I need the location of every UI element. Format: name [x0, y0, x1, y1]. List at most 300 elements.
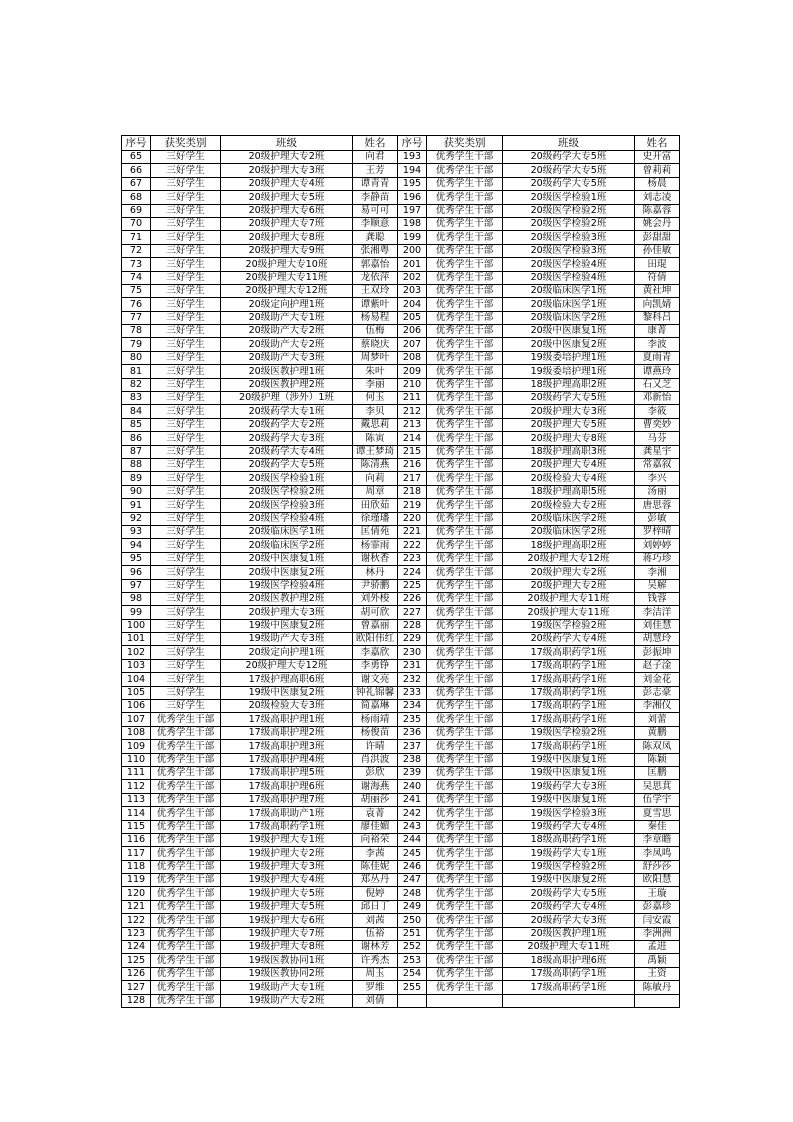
cell-name-right: 罗梓晴: [635, 525, 680, 538]
cell-no-right: 218: [398, 485, 427, 498]
table-row: [122, 753, 680, 766]
cell-class-left: 20级医学检验1班: [221, 472, 353, 485]
cell-class-right: 20级护理大专11班: [503, 592, 635, 605]
cell-class-right: 19级医学检验2班: [503, 860, 635, 873]
table-row: [122, 164, 680, 177]
cell-class-left: 19级护理大专4班: [221, 874, 353, 887]
cell-class-left: 17级高职护理7班: [221, 793, 353, 806]
cell-no-right: 225: [398, 579, 427, 592]
cell-award-right: 优秀学生干部: [427, 887, 503, 900]
cell-no-right: 233: [398, 686, 427, 699]
cell-class-left: 19级中医康复2班: [221, 619, 353, 632]
cell-class-right: 20级医学检验2班: [503, 204, 635, 217]
cell-name-right: 田琨: [635, 258, 680, 271]
cell-class-right: 20级检验大专4班: [503, 472, 635, 485]
cell-name-left: 李勇铮: [353, 659, 398, 672]
cell-no-right: 246: [398, 860, 427, 873]
cell-no-right: 215: [398, 445, 427, 458]
cell-award-left: 三好学生: [151, 592, 221, 605]
cell-award-left: 三好学生: [151, 365, 221, 378]
table-row: [122, 606, 680, 619]
cell-award-left: 优秀学生干部: [151, 766, 221, 779]
cell-award-right: 优秀学生干部: [427, 766, 503, 779]
cell-award-left: 优秀学生干部: [151, 740, 221, 753]
cell-award-right: 优秀学生干部: [427, 311, 503, 324]
cell-no-right: 194: [398, 164, 427, 177]
cell-no-left: 85: [122, 418, 151, 431]
table-row: [122, 338, 680, 351]
cell-award-right: 优秀学生干部: [427, 392, 503, 405]
cell-no-right: 252: [398, 941, 427, 954]
cell-name-right: 李兴: [635, 472, 680, 485]
cell-award-left: 三好学生: [151, 512, 221, 525]
cell-name-right: 曹奕妙: [635, 418, 680, 431]
cell-name-left: 王芳: [353, 164, 398, 177]
cell-award-left: 三好学生: [151, 418, 221, 431]
cell-class-right: 20级药学大专5班: [503, 392, 635, 405]
cell-no-left: 104: [122, 673, 151, 686]
table-row: [122, 298, 680, 311]
cell-no-right: 235: [398, 713, 427, 726]
cell-name-left: 李静苗: [353, 191, 398, 204]
table-row: [122, 686, 680, 699]
cell-name-right: 夏雪思: [635, 807, 680, 820]
cell-no-left: 100: [122, 619, 151, 632]
cell-award-left: 优秀学生干部: [151, 726, 221, 739]
cell-class-left: 20级医教护理1班: [221, 365, 353, 378]
cell-award-right: 优秀学生干部: [427, 927, 503, 940]
table-row: [122, 726, 680, 739]
cell-class-left: 19级中医康复2班: [221, 686, 353, 699]
cell-award-right: 优秀学生干部: [427, 914, 503, 927]
cell-class-left: 19级护理大专8班: [221, 941, 353, 954]
cell-class-right: 17级高职药学1班: [503, 967, 635, 980]
cell-award-right: 优秀学生干部: [427, 512, 503, 525]
cell-no-left: 67: [122, 177, 151, 190]
cell-name-left: 钟礼锦馨: [353, 686, 398, 699]
cell-award-right: 优秀学生干部: [427, 579, 503, 592]
cell-no-left: 125: [122, 954, 151, 967]
cell-no-left: 74: [122, 271, 151, 284]
cell-award-left: 三好学生: [151, 619, 221, 632]
cell-name-right: 欧阳慧: [635, 874, 680, 887]
cell-no-right: 197: [398, 204, 427, 217]
cell-no-left: 97: [122, 579, 151, 592]
cell-award-left: 三好学生: [151, 405, 221, 418]
cell-name-left: 戴思莉: [353, 418, 398, 431]
cell-award-left: 优秀学生干部: [151, 874, 221, 887]
cell-class-left: 20级助产大专3班: [221, 351, 353, 364]
cell-name-left: 陈佳妮: [353, 860, 398, 873]
cell-name-right: 向凯婧: [635, 298, 680, 311]
table-row: [122, 405, 680, 418]
cell-no-left: 76: [122, 298, 151, 311]
cell-name-left: 李茜: [353, 847, 398, 860]
cell-name-left: 廖佳媚: [353, 820, 398, 833]
cell-name-left: 欧阳伟红: [353, 633, 398, 646]
cell-award-left: 优秀学生干部: [151, 967, 221, 980]
cell-name-right: 陈嘉蓉: [635, 204, 680, 217]
cell-name-right: 邓新怡: [635, 392, 680, 405]
cell-award-left: 优秀学生干部: [151, 820, 221, 833]
cell-award-right: 优秀学生干部: [427, 967, 503, 980]
cell-name-right: 陈敏丹: [635, 981, 680, 994]
cell-name-left: 徐瑾璠: [353, 512, 398, 525]
cell-name-left: 许秀杰: [353, 954, 398, 967]
cell-award-right: 优秀学生干部: [427, 177, 503, 190]
cell-class-right: 20级医教护理1班: [503, 927, 635, 940]
cell-name-left: 周章: [353, 485, 398, 498]
cell-award-right: 优秀学生干部: [427, 191, 503, 204]
cell-no-left: 91: [122, 499, 151, 512]
cell-class-left: 20级护理大专9班: [221, 244, 353, 257]
cell-name-left: 龙依萍: [353, 271, 398, 284]
cell-award-left: 三好学生: [151, 177, 221, 190]
table-row: [122, 579, 680, 592]
cell-no-right: 247: [398, 874, 427, 887]
cell-name-right: 康菁: [635, 325, 680, 338]
cell-class-left: 20级药学大专3班: [221, 432, 353, 445]
cell-name-left: 尹骄鹏: [353, 579, 398, 592]
cell-name-right: 彭振坤: [635, 646, 680, 659]
cell-no-right: 212: [398, 405, 427, 418]
table-row: [122, 646, 680, 659]
cell-award-left: 三好学生: [151, 552, 221, 565]
cell-award-left: 三好学生: [151, 432, 221, 445]
cell-class-left: 20级医教护理2班: [221, 378, 353, 391]
cell-name-left: 向君: [353, 151, 398, 164]
cell-no-left: 95: [122, 552, 151, 565]
cell-award-left: 三好学生: [151, 485, 221, 498]
cell-name-left: 陈清燕: [353, 458, 398, 471]
cell-class-right: 19级医学检验2班: [503, 619, 635, 632]
header-award-left: 获奖类别: [151, 136, 221, 151]
cell-class-left: 20级药学大专4班: [221, 445, 353, 458]
cell-name-left: 周梦叶: [353, 351, 398, 364]
cell-no-right: 223: [398, 552, 427, 565]
cell-name-right: 王璇: [635, 887, 680, 900]
cell-award-right: 优秀学生干部: [427, 860, 503, 873]
cell-no-right: 238: [398, 753, 427, 766]
cell-name-left: 陈寅: [353, 432, 398, 445]
cell-no-right: 241: [398, 793, 427, 806]
cell-class-left: 20级药学大专1班: [221, 405, 353, 418]
table-row: [122, 807, 680, 820]
cell-no-left: 107: [122, 713, 151, 726]
cell-class-left: 19级护理大专1班: [221, 833, 353, 846]
cell-name-right: 李洁洋: [635, 606, 680, 619]
table-row: [122, 874, 680, 887]
cell-no-left: 117: [122, 847, 151, 860]
cell-name-left: 伍裕: [353, 927, 398, 940]
cell-no-left: 123: [122, 927, 151, 940]
cell-award-left: 优秀学生干部: [151, 753, 221, 766]
cell-class-right: 20级护理大专11班: [503, 941, 635, 954]
cell-no-right: 216: [398, 458, 427, 471]
cell-award-right: 优秀学生干部: [427, 592, 503, 605]
cell-award-right: 优秀学生干部: [427, 378, 503, 391]
cell-no-right: 201: [398, 258, 427, 271]
cell-class-left: 17级护理高职6班: [221, 673, 353, 686]
cell-class-left: 19级护理大专5班: [221, 887, 353, 900]
cell-class-right: 20级医学检验1班: [503, 191, 635, 204]
cell-class-left: 20级检验大专3班: [221, 700, 353, 713]
cell-award-left: 三好学生: [151, 217, 221, 230]
cell-name-left: 朱叶: [353, 365, 398, 378]
cell-name-right: 黄社坤: [635, 284, 680, 297]
cell-award-right: 优秀学生干部: [427, 338, 503, 351]
cell-class-left: 20级护理大专12班: [221, 284, 353, 297]
cell-name-right: 杨晨: [635, 177, 680, 190]
cell-name-left: 郑丛丹: [353, 874, 398, 887]
cell-name-left: 曾嘉丽: [353, 619, 398, 632]
cell-name-right: 陈双凤: [635, 740, 680, 753]
cell-class-left: 20级定向护理1班: [221, 298, 353, 311]
cell-class-left: 20级护理大专3班: [221, 164, 353, 177]
cell-name-right: 孙佳敏: [635, 244, 680, 257]
cell-class-right: 20级临床医学2班: [503, 311, 635, 324]
cell-name-left: 彭欣: [353, 766, 398, 779]
cell-no-left: 73: [122, 258, 151, 271]
cell-class-right: 17级高职药学1班: [503, 673, 635, 686]
cell-no-right: 211: [398, 392, 427, 405]
cell-name-right: 禹颖: [635, 954, 680, 967]
cell-class-left: 19级医学检验4班: [221, 579, 353, 592]
cell-name-left: 谢秋香: [353, 552, 398, 565]
cell-name-left: 谭青青: [353, 177, 398, 190]
cell-class-right: 20级中医康复1班: [503, 325, 635, 338]
cell-award-left: 三好学生: [151, 700, 221, 713]
cell-class-right: 19级中医康复2班: [503, 874, 635, 887]
table-row: [122, 512, 680, 525]
cell-class-right: [503, 994, 635, 1007]
cell-award-right: 优秀学生干部: [427, 726, 503, 739]
cell-award-left: 三好学生: [151, 164, 221, 177]
table-row: [122, 525, 680, 538]
cell-no-left: 93: [122, 525, 151, 538]
cell-no-left: 99: [122, 606, 151, 619]
cell-class-left: 19级助产大专2班: [221, 994, 353, 1007]
cell-name-left: 匡倩苑: [353, 525, 398, 538]
cell-class-right: 20级护理大专11班: [503, 606, 635, 619]
cell-name-left: 胡丽莎: [353, 793, 398, 806]
cell-no-right: 239: [398, 766, 427, 779]
table-header: [122, 136, 680, 151]
cell-no-right: 220: [398, 512, 427, 525]
cell-name-right: 王资: [635, 967, 680, 980]
cell-no-right: [398, 994, 427, 1007]
cell-class-right: 20级护理大专2班: [503, 579, 635, 592]
cell-class-right: 18级高职护理6班: [503, 954, 635, 967]
table-row: [122, 766, 680, 779]
cell-no-right: 195: [398, 177, 427, 190]
cell-award-right: 优秀学生干部: [427, 525, 503, 538]
cell-award-left: 三好学生: [151, 258, 221, 271]
cell-no-left: 119: [122, 874, 151, 887]
cell-award-right: 优秀学生干部: [427, 204, 503, 217]
table-row: [122, 914, 680, 927]
table-row: [122, 539, 680, 552]
cell-name-left: 肖洪波: [353, 753, 398, 766]
cell-class-right: 20级医学检验4班: [503, 271, 635, 284]
cell-award-left: 三好学生: [151, 191, 221, 204]
cell-no-left: 68: [122, 191, 151, 204]
header-award-right: 获奖类别: [427, 136, 503, 151]
cell-name-right: 李波: [635, 338, 680, 351]
cell-no-left: 114: [122, 807, 151, 820]
cell-name-left: 伍梅: [353, 325, 398, 338]
cell-class-left: 19级护理大专3班: [221, 860, 353, 873]
table-row: [122, 659, 680, 672]
cell-no-right: 198: [398, 217, 427, 230]
cell-name-right: 刘志凌: [635, 191, 680, 204]
cell-no-right: 207: [398, 338, 427, 351]
cell-award-right: 优秀学生干部: [427, 713, 503, 726]
cell-no-left: 90: [122, 485, 151, 498]
cell-no-left: 70: [122, 217, 151, 230]
cell-name-left: 龚聪: [353, 231, 398, 244]
cell-award-left: 三好学生: [151, 378, 221, 391]
cell-class-left: 20级中医康复1班: [221, 552, 353, 565]
table-row: [122, 673, 680, 686]
table-row: [122, 472, 680, 485]
cell-award-right: 优秀学生干部: [427, 820, 503, 833]
cell-class-left: 20级护理大专7班: [221, 217, 353, 230]
table-row: [122, 418, 680, 431]
table-row: [122, 258, 680, 271]
cell-award-left: 三好学生: [151, 606, 221, 619]
cell-class-right: 20级护理大专8班: [503, 432, 635, 445]
cell-name-right: 匡鹏: [635, 766, 680, 779]
cell-no-right: 213: [398, 418, 427, 431]
cell-name-right: 常嘉叙: [635, 458, 680, 471]
cell-name-left: 李顺意: [353, 217, 398, 230]
cell-class-left: 20级医学检验3班: [221, 499, 353, 512]
cell-award-right: [427, 994, 503, 1007]
cell-name-right: 刘婷婷: [635, 539, 680, 552]
cell-no-left: 103: [122, 659, 151, 672]
cell-class-right: 20级医学检验4班: [503, 258, 635, 271]
cell-name-left: 李丽: [353, 378, 398, 391]
cell-class-left: 19级助产大专1班: [221, 981, 353, 994]
cell-award-right: 优秀学生干部: [427, 284, 503, 297]
table-row: [122, 700, 680, 713]
table-row: [122, 833, 680, 846]
table-row: [122, 713, 680, 726]
cell-class-right: 19级药学大专3班: [503, 780, 635, 793]
table-row: [122, 231, 680, 244]
cell-award-right: 优秀学生干部: [427, 847, 503, 860]
cell-award-left: 三好学生: [151, 311, 221, 324]
cell-no-right: 204: [398, 298, 427, 311]
cell-no-right: 214: [398, 432, 427, 445]
cell-award-left: 三好学生: [151, 525, 221, 538]
cell-class-left: 17级高职护理2班: [221, 726, 353, 739]
cell-award-right: 优秀学生干部: [427, 633, 503, 646]
cell-no-left: 102: [122, 646, 151, 659]
cell-name-left: 谢林芳: [353, 941, 398, 954]
cell-no-left: 78: [122, 325, 151, 338]
cell-award-left: 三好学生: [151, 338, 221, 351]
cell-no-left: 80: [122, 351, 151, 364]
cell-award-right: 优秀学生干部: [427, 833, 503, 846]
cell-class-left: 20级护理大专11班: [221, 271, 353, 284]
cell-class-right: 20级护理大专12班: [503, 552, 635, 565]
cell-award-right: 优秀学生干部: [427, 606, 503, 619]
cell-class-right: 17级高职药学1班: [503, 686, 635, 699]
cell-no-left: 94: [122, 539, 151, 552]
cell-no-left: 108: [122, 726, 151, 739]
cell-class-right: 20级临床医学1班: [503, 298, 635, 311]
cell-award-left: 三好学生: [151, 151, 221, 164]
cell-no-right: 250: [398, 914, 427, 927]
cell-no-left: 77: [122, 311, 151, 324]
cell-name-left: 易可可: [353, 204, 398, 217]
cell-name-right: 龚星宇: [635, 445, 680, 458]
cell-no-right: 245: [398, 847, 427, 860]
cell-class-left: 20级护理大专10班: [221, 258, 353, 271]
awards-table: [121, 135, 680, 1008]
cell-class-right: 20级医学检验2班: [503, 217, 635, 230]
cell-award-left: 三好学生: [151, 633, 221, 646]
cell-class-left: 20级护理大专8班: [221, 231, 353, 244]
cell-award-left: 优秀学生干部: [151, 994, 221, 1007]
cell-no-right: 193: [398, 151, 427, 164]
cell-award-right: 优秀学生干部: [427, 780, 503, 793]
cell-name-left: 刘外梭: [353, 592, 398, 605]
cell-class-right: 20级药学大专4班: [503, 900, 635, 913]
cell-no-right: 224: [398, 566, 427, 579]
cell-no-left: 79: [122, 338, 151, 351]
cell-no-left: 121: [122, 900, 151, 913]
table-row: [122, 900, 680, 913]
cell-class-left: 20级护理大专2班: [221, 151, 353, 164]
cell-name-right: 李章瞻: [635, 833, 680, 846]
table-row: [122, 793, 680, 806]
cell-name-left: 杨霏雨: [353, 539, 398, 552]
cell-no-right: 221: [398, 525, 427, 538]
cell-class-right: 20级临床医学1班: [503, 284, 635, 297]
table-row: [122, 847, 680, 860]
cell-name-right: 李洲洲: [635, 927, 680, 940]
table-row: [122, 191, 680, 204]
cell-name-left: 向莉: [353, 472, 398, 485]
cell-name-right: 史开富: [635, 151, 680, 164]
cell-class-right: 17级高职药学1班: [503, 700, 635, 713]
cell-award-right: 优秀学生干部: [427, 566, 503, 579]
cell-award-right: 优秀学生干部: [427, 164, 503, 177]
cell-no-left: 96: [122, 566, 151, 579]
cell-name-left: 邱日丁: [353, 900, 398, 913]
cell-class-right: 18级护理高职5班: [503, 485, 635, 498]
table-row: [122, 311, 680, 324]
table-row: [122, 432, 680, 445]
cell-award-left: 三好学生: [151, 686, 221, 699]
cell-award-left: 三好学生: [151, 659, 221, 672]
cell-award-left: 优秀学生干部: [151, 807, 221, 820]
cell-no-left: 82: [122, 378, 151, 391]
cell-name-right: 曾莉莉: [635, 164, 680, 177]
cell-no-left: 127: [122, 981, 151, 994]
cell-award-right: 优秀学生干部: [427, 499, 503, 512]
cell-class-right: 20级临床医学2班: [503, 525, 635, 538]
cell-award-left: 优秀学生干部: [151, 780, 221, 793]
cell-no-right: 228: [398, 619, 427, 632]
cell-class-left: 20级护理大专5班: [221, 191, 353, 204]
cell-name-right: 吴思萁: [635, 780, 680, 793]
cell-no-left: 105: [122, 686, 151, 699]
cell-award-right: 优秀学生干部: [427, 351, 503, 364]
